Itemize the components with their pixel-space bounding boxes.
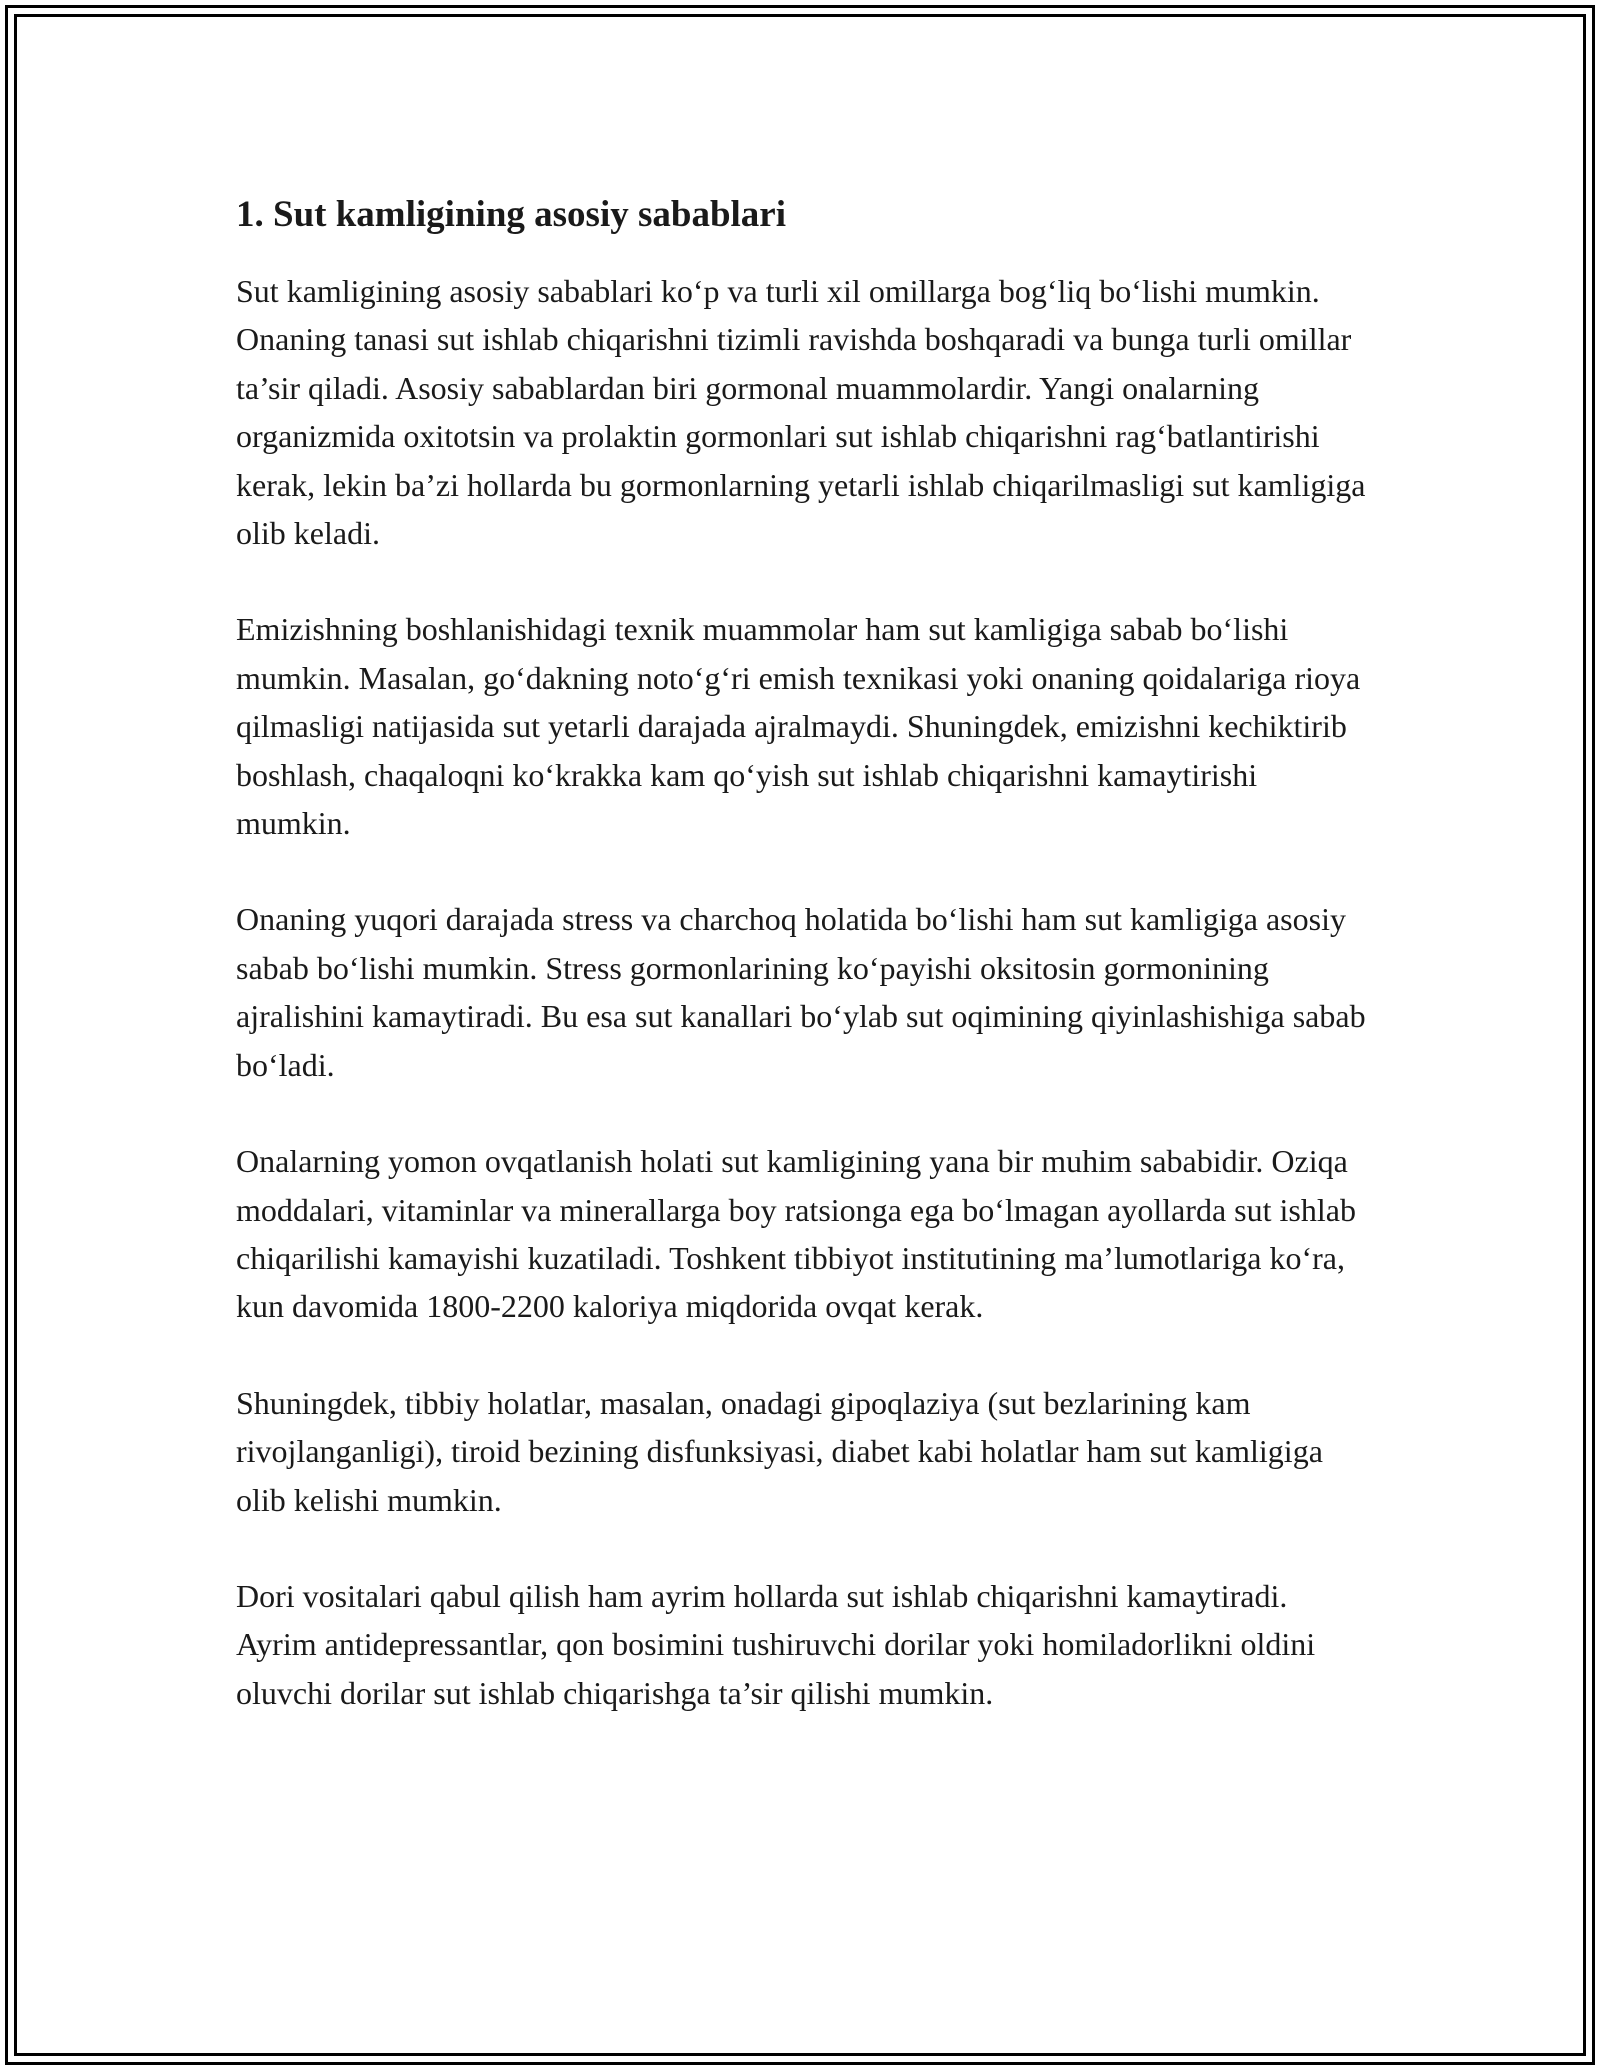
paragraph-nutrition: Onalarning yomon ovqatlanish holati sut kamligining yana bir muhim sababidir. Oziqa moddalari, vitaminlar va minerallarga boy ratsionga ega bo‘lmagan ayollarda sut ishlab chiqarilishi kamayishi kuzatiladi. Toshkent tibbiyot institutining ma’lumotlariga ko‘ra, kun davomida 1800-2200 kaloriya miqdorida ovqat kerak.	[236, 1143, 1356, 1325]
paragraph-technical-problems: Emizishning boshlanishidagi texnik muammolar ham sut kamligiga sabab bo‘lishi mumkin. Masalan, go‘dakning noto‘g‘ri emish texnikasi yoki onaning qoidalariga rioya qilmasligi natijasida sut yetarli darajada ajralmaydi. Shuningdek, emizishni kechiktirib boshlash, chaqaloqni ko‘krakka kam qo‘yish sut ishlab chiqarishni kamaytirishi mumkin.	[236, 611, 1361, 842]
paragraph-medications: Dori vositalari qabul qilish ham ayrim hollarda sut ishlab chiqarishni kamaytiradi. Ayrim antidepressantlar, qon bosimini tushiruvchi dorilar yoki homiladorlikni oldini oluvchi dorilar sut ishlab chiqarishga ta’sir qilishi mumkin.	[236, 1577, 1316, 1711]
section-title: 1. Sut kamligining asosiy sabablari	[236, 194, 787, 235]
paragraph-hormonal-causes: Sut kamligining asosiy sabablari ko‘p va turli xil omillarga bog‘liq bo‘lishi mumkin. Onaning tanasi sut ishlab chiqarishni tizimli ravishda boshqaradi va bunga turli omillar ta’sir qiladi. Asosiy sabablardan biri gormonal muammolardir. Yangi onalarning organizmida oxitotsin va prolaktin gormonlari sut ishlab chiqarishni rag‘batlantirishi kerak, lekin ba’zi hollarda bu gormonlarning yetarli ishlab chiqarilmasligi sut kamligiga olib keladi.	[236, 273, 1366, 552]
paragraph-stress-fatigue: Onaning yuqori darajada stress va charchoq holatida bo‘lishi ham sut kamligiga asosiy sabab bo‘lishi mumkin. Stress gormonlarining ko‘payishi oksitosin gormonining ajralishini kamaytiradi. Bu esa sut kanallari bo‘ylab sut oqimining qiyinlashishiga sabab bo‘ladi.	[236, 901, 1366, 1083]
document-body	[236, 187, 1366, 1717]
paragraph-medical-conditions: Shuningdek, tibbiy holatlar, masalan, onadagi gipoqlaziya (sut bezlarining kam rivojlanganligi), tiroid bezining disfunksiyasi, diabet kabi holatlar ham sut kamligiga olib kelishi mumkin.	[236, 1384, 1323, 1518]
